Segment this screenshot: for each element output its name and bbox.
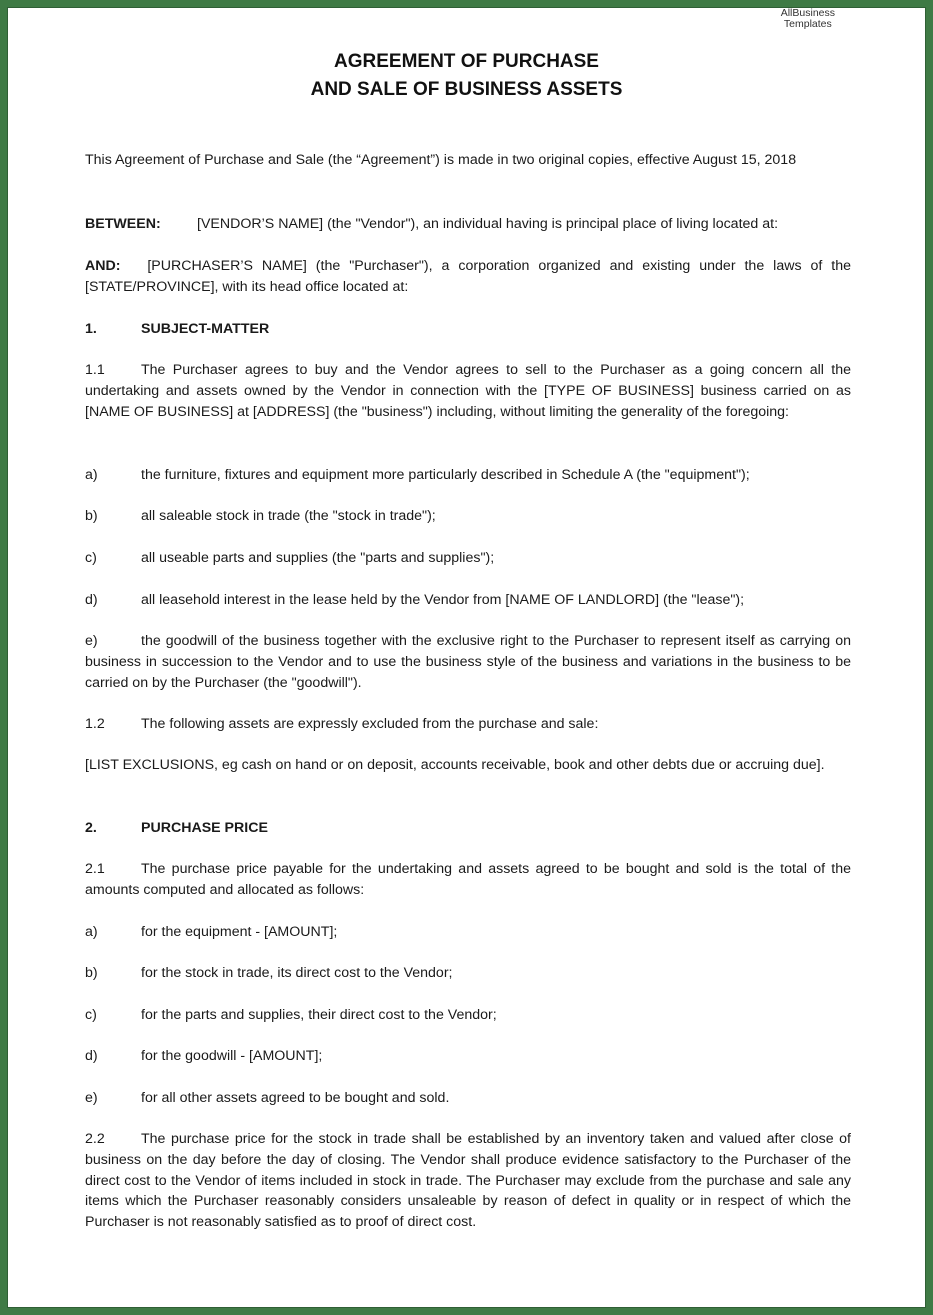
and-paragraph (85, 256, 851, 298)
clause-1-2-text: The following assets are expressly excluded from the purchase and sale: (141, 716, 599, 732)
title-line1: AGREEMENT OF PURCHASE (334, 51, 599, 72)
section-1-number: 1. (85, 321, 97, 337)
brand-line1: AllBusiness (780, 7, 835, 19)
list-item: e) the goodwill of the business together with the exclusive right to the Purchaser to represent itself as carrying on business in succession to the Vendor and to use the business style of the business and variations in the business to be carried on by the Purchaser (the "goodwill"). (85, 633, 851, 691)
section-2-title: PURCHASE PRICE (141, 820, 268, 836)
document-page (7, 7, 926, 1308)
exclusions-paragraph: [LIST EXCLUSIONS, eg cash on hand or on deposit, accounts receivable, book and other debts due or accruing due]. (85, 757, 825, 773)
and-text: [PURCHASER’S NAME] (the "Purchaser"), a corporation organized and existing under the laws of the [STATE/PROVINCE], with its head office located at: (85, 258, 852, 295)
section-1-title: SUBJECT-MATTER (141, 321, 270, 337)
clause-2-2-text: The purchase price for the stock in trade shall be established by an inventory taken and valued after close of business on the day before the day of closing. The Vendor shall produce evidence satisfactory to the Purchaser of the direct cost to the Vendor of items included in stock in trade. The Purchaser may exclude from the purchase and sale any items which the Purchaser reasonably considers unsaleable by reason of defect in quality or in respect of which the Purchaser is not reasonably satisfied as to proof of direct cost. (85, 1131, 851, 1231)
intro-paragraph: This Agreement of Purchase and Sale (the “Agreement”) is made in two original copies, effective August 15, 2018 (85, 152, 797, 168)
between-paragraph (85, 214, 851, 235)
between-label: BETWEEN: (85, 216, 161, 232)
clause-2-2-number: 2.2 (85, 1131, 105, 1147)
list-item: a) for the equipment - [AMOUNT]; (85, 924, 338, 940)
section-2-number: 2. (85, 820, 97, 836)
list-item: c) all useable parts and supplies (the "parts and supplies"); (85, 550, 495, 566)
list-item: b) for the stock in trade, its direct cost to the Vendor; (85, 965, 453, 981)
section-1-heading (85, 319, 851, 340)
clause-1-2-number: 1.2 (85, 716, 105, 732)
brand-line2: Templates (783, 18, 832, 30)
clause-2-1-number: 2.1 (85, 861, 105, 877)
list-item: d) for the goodwill - [AMOUNT]; (85, 1048, 323, 1064)
section-2-heading (85, 818, 851, 839)
clause-2-1 (85, 859, 851, 901)
list-item: d) all leasehold interest in the lease held by the Vendor from [NAME OF LANDLORD] (the "lease"); (85, 592, 745, 608)
and-label: AND: (85, 258, 121, 274)
title-line2: AND SALE OF BUSINESS ASSETS (310, 79, 623, 100)
clause-2-2 (85, 1129, 851, 1233)
list-item: e) for all other assets agreed to be bought and sold. (85, 1090, 450, 1106)
between-text: [VENDOR’S NAME] (the "Vendor"), an individual having is principal place of living located at: (197, 216, 779, 232)
list-item: b) all saleable stock in trade (the "stock in trade"); (85, 508, 436, 524)
clause-1-1 (85, 360, 851, 422)
clause-1-2 (85, 714, 851, 735)
list-item: a) the furniture, fixtures and equipment more particularly described in Schedule A (the "equipment"); (85, 467, 750, 483)
brand-logo (781, 8, 835, 30)
clause-1-1-text: The Purchaser agrees to buy and the Vendor agrees to sell to the Purchaser as a going concern all the undertaking and assets owned by the Vendor in connection with the [TYPE OF BUSINESS] business carried on as [NAME OF BUSINESS] at [ADDRESS] (the "business") including, without limiting the generality of the foregoing: (85, 362, 851, 420)
list-item: c) for the parts and supplies, their direct cost to the Vendor; (85, 1007, 497, 1023)
clause-1-1-number: 1.1 (85, 362, 105, 378)
clause-2-1-text: The purchase price payable for the undertaking and assets agreed to be bought and sold is the total of the amounts computed and allocated as follows: (85, 861, 851, 898)
document-title (8, 48, 925, 104)
